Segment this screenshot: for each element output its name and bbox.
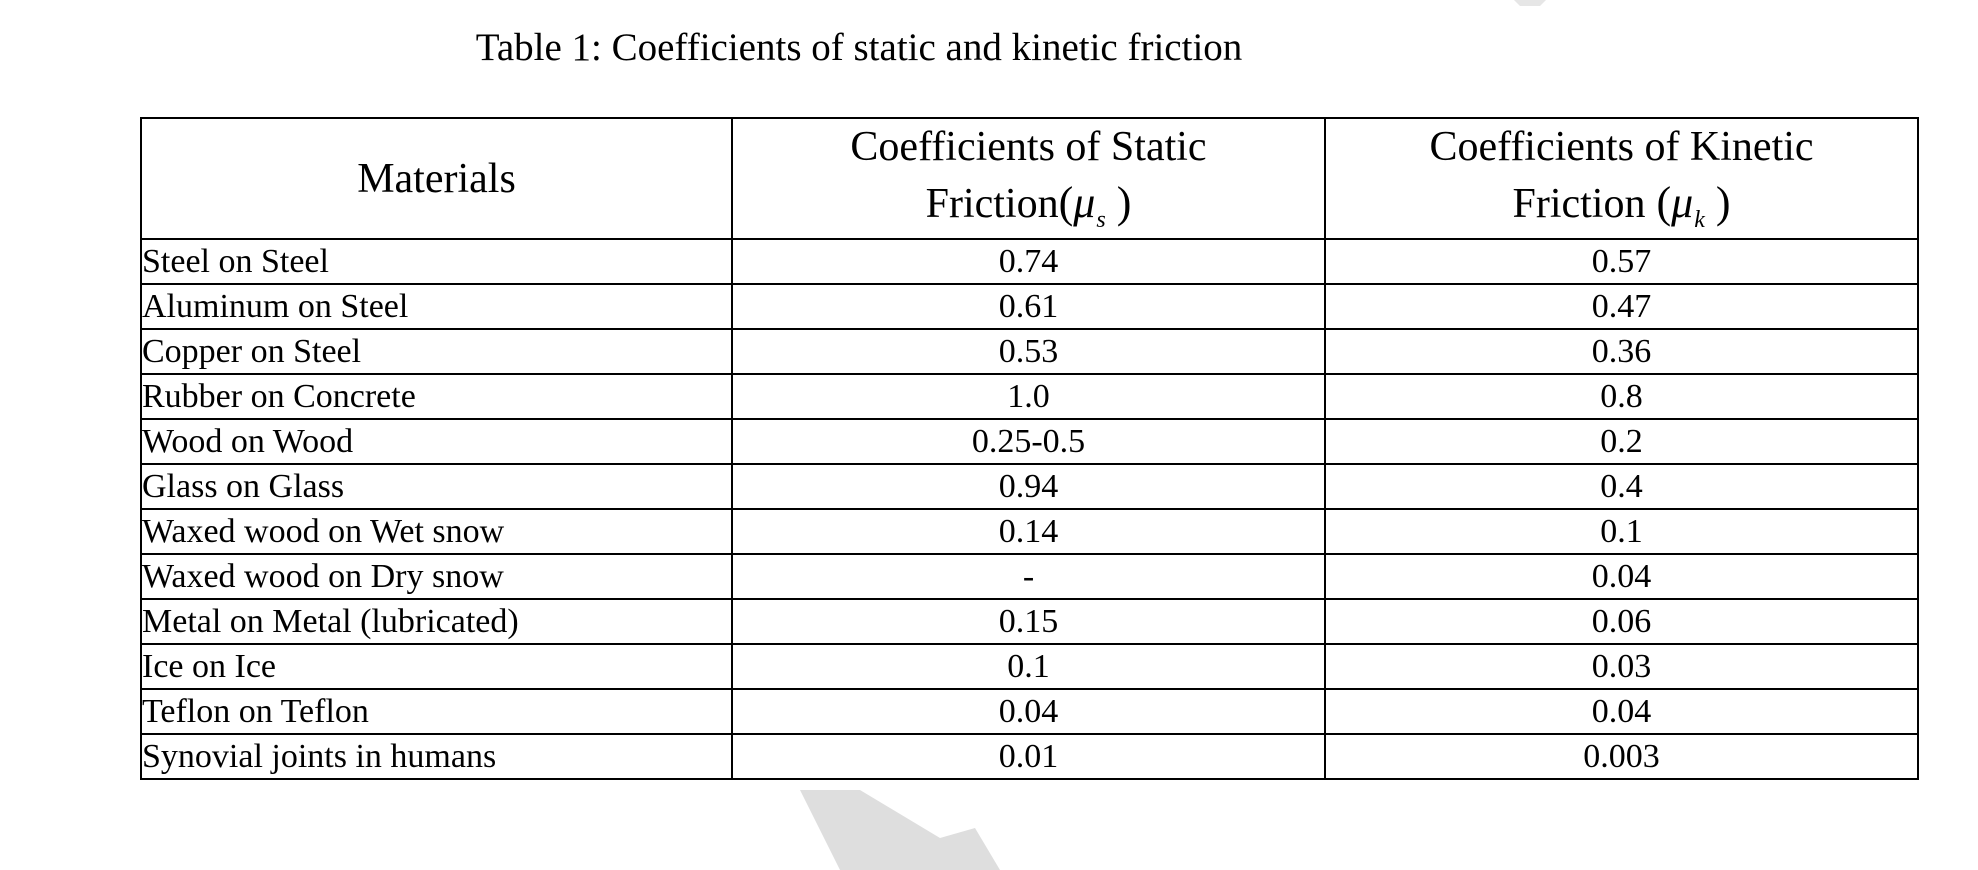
kinetic-value-cell: 0.06 <box>1325 599 1918 644</box>
static-mu-symbol: μ <box>1073 178 1096 227</box>
kinetic-value-cell: 0.03 <box>1325 644 1918 689</box>
static-value-cell: 0.1 <box>732 644 1325 689</box>
kinetic-value-cell: 0.1 <box>1325 509 1918 554</box>
kinetic-value-cell: 0.04 <box>1325 554 1918 599</box>
material-cell: Glass on Glass <box>141 464 732 509</box>
table-row <box>141 239 1918 284</box>
kinetic-value-cell: 0.47 <box>1325 284 1918 329</box>
header-static-line1: Coefficients of Static <box>850 124 1207 170</box>
watermark-arrow-shape <box>800 790 1020 870</box>
table-caption: Table 1: Coefficients of static and kinetic friction <box>475 26 1243 69</box>
kinetic-value-cell: 0.04 <box>1325 689 1918 734</box>
header-kinetic-line2: Friction <box>1512 181 1646 227</box>
page-corner-mark <box>1510 0 1550 6</box>
header-materials <box>141 118 732 239</box>
kinetic-value-cell: 0.57 <box>1325 239 1918 284</box>
kinetic-value-cell: 0.36 <box>1325 329 1918 374</box>
table-row <box>141 599 1918 644</box>
static-value-cell: 0.04 <box>732 689 1325 734</box>
table-row <box>141 284 1918 329</box>
header-kinetic-friction <box>1325 118 1918 239</box>
material-cell: Aluminum on Steel <box>141 284 732 329</box>
table-row <box>141 509 1918 554</box>
material-cell: Waxed wood on Dry snow <box>141 554 732 599</box>
kinetic-value-cell: 0.003 <box>1325 734 1918 779</box>
material-cell: Rubber on Concrete <box>141 374 732 419</box>
material-cell: Steel on Steel <box>141 239 732 284</box>
friction-table <box>140 117 1919 780</box>
static-value-cell: 0.53 <box>732 329 1325 374</box>
static-value-cell: - <box>732 554 1325 599</box>
header-kinetic-line2-wrap: Friction ($\mu_k$ ) <box>1512 178 1731 233</box>
static-value-cell: 0.01 <box>732 734 1325 779</box>
material-cell: Ice on Ice <box>141 644 732 689</box>
static-value-cell: 0.61 <box>732 284 1325 329</box>
watermark-stroke <box>800 790 1000 870</box>
header-kinetic-line1: Coefficients of Kinetic <box>1429 124 1814 170</box>
static-value-cell: 1.0 <box>732 374 1325 419</box>
material-cell: Copper on Steel <box>141 329 732 374</box>
kinetic-value-cell: 0.2 <box>1325 419 1918 464</box>
material-cell: Synovial joints in humans <box>141 734 732 779</box>
header-static-line2: Friction <box>925 181 1059 227</box>
table-row <box>141 419 1918 464</box>
static-value-cell: 0.25-0.5 <box>732 419 1325 464</box>
static-value-cell: 0.94 <box>732 464 1325 509</box>
static-value-cell: 0.15 <box>732 599 1325 644</box>
table-row <box>141 464 1918 509</box>
header-static-line2-wrap: $Friction(\mu_s$ ) <box>925 178 1132 233</box>
material-cell: Wood on Wood <box>141 419 732 464</box>
header-static-friction <box>732 118 1325 239</box>
material-cell: Metal on Metal (lubricated) <box>141 599 732 644</box>
kinetic-value-cell: 0.4 <box>1325 464 1918 509</box>
table-row <box>141 554 1918 599</box>
table-row <box>141 734 1918 779</box>
table-header-row <box>141 118 1918 239</box>
kinetic-value-cell: 0.8 <box>1325 374 1918 419</box>
static-value-cell: 0.14 <box>732 509 1325 554</box>
kinetic-mu-symbol: μ <box>1671 178 1694 227</box>
material-cell: Waxed wood on Wet snow <box>141 509 732 554</box>
table-row <box>141 689 1918 734</box>
table-row <box>141 374 1918 419</box>
static-value-cell: 0.74 <box>732 239 1325 284</box>
header-materials-label: Materials <box>357 155 516 202</box>
material-cell: Teflon on Teflon <box>141 689 732 734</box>
table-row <box>141 329 1918 374</box>
static-mu-subscript: s <box>1096 207 1106 233</box>
kinetic-mu-subscript: k <box>1694 207 1705 233</box>
table-row <box>141 644 1918 689</box>
